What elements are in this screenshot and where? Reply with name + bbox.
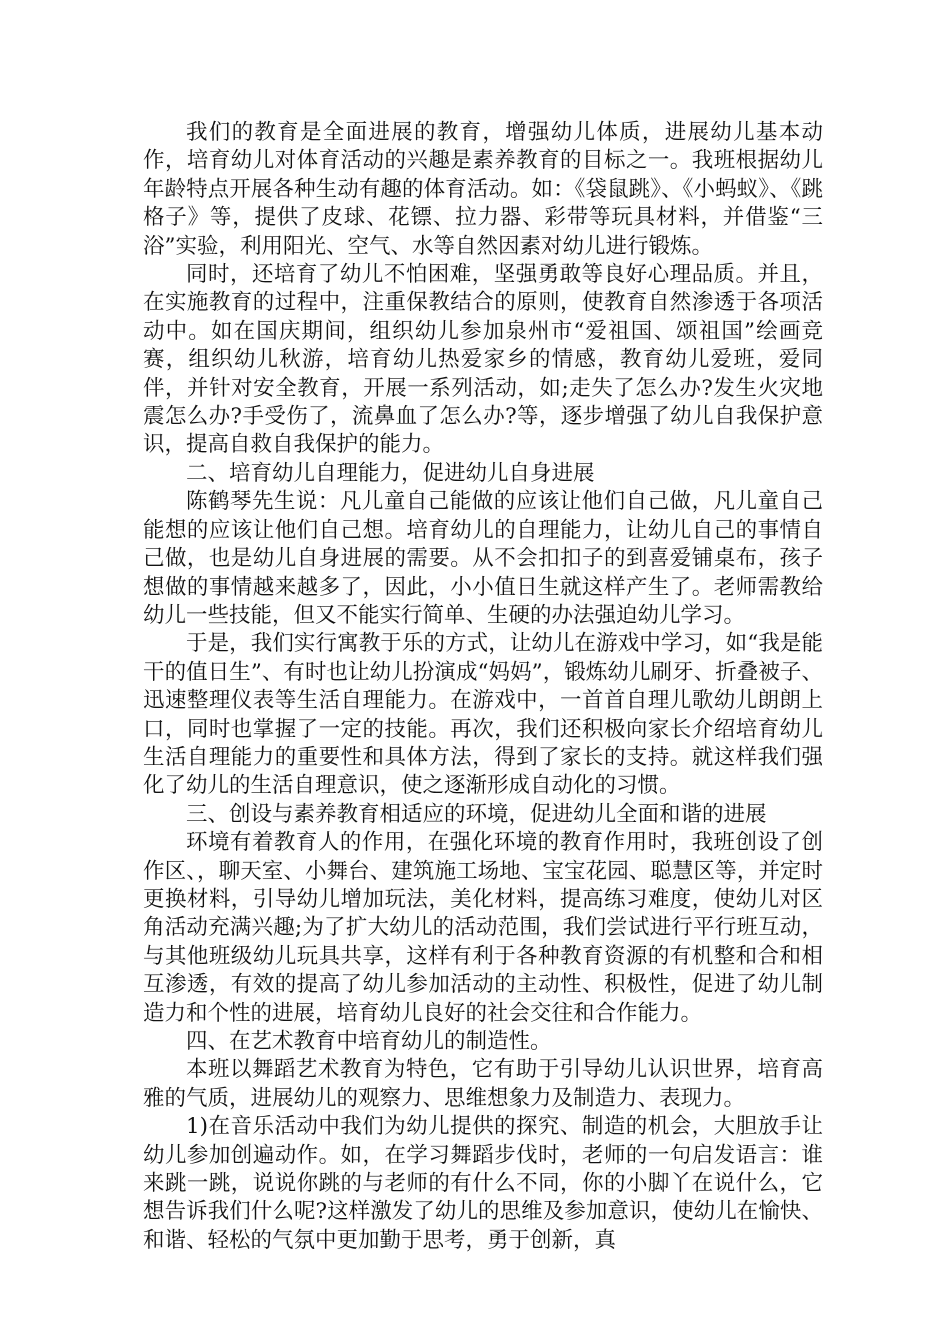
body-paragraph: 环境有着教育人的作用，在强化环境的教育作用时，我班创设了创作区、，聊天室、小舞台、建筑施工场地、宝宝花园、聪慧区等，并定时更换材料，引导幼儿增加玩法，美化材料，提高练习难度，使幼儿对区角活动充满兴趣;为了扩大幼儿的活动范围，我们尝试进行平行班互动，与其他班级幼儿玩具共享，这样有利于各种教育资源的有机整和合和相互渗透，有效的提高了幼儿参加活动的主动性、积极性，促进了幼儿制造力和个性的进展，培育幼儿良好的社会交往和合作能力。 — [143, 830, 823, 1026]
body-paragraph: 于是，我们实行寓教于乐的方式，让幼儿在游戏中学习，如“我是能干的值日生”、有时也让幼儿扮演成“妈妈”，锻炼幼儿刷牙、折叠被子、迅速整理仪表等生活自理能力。在游戏中，一首首自理儿歌幼儿朗朗上口，同时也掌握了一定的技能。再次，我们还积极向家长介绍培育幼儿生活自理能力的重要性和具体方法，得到了家长的支持。就这样我们强化了幼儿的生活自理意识，使之逐渐形成自动化的习惯。 — [143, 631, 823, 799]
section-heading: 四、在艺术教育中培育幼儿的制造性。 — [186, 1029, 552, 1054]
section-heading: 三、创设与素养教育相适应的环境，促进幼儿全面和谐的进展 — [186, 801, 767, 827]
document-body — [143, 119, 823, 1255]
section-heading: 二、培育幼儿自理能力，促进幼儿自身进展 — [186, 460, 595, 486]
body-paragraph: 1)在音乐活动中我们为幼儿提供的探究、制造的机会，大胆放手让幼儿参加创遍动作。如，在学习舞蹈步伐时，老师的一句启发语言：谁来跳一跳，说说你跳的与老师的有什么不同，你的小脚丫在说什么，它想告诉我们什么呢?这样激发了幼儿的思维及参加意识，使幼儿在愉快、和谐、轻松的气氛中更加勤于思考，勇于创新，真 — [143, 1114, 823, 1253]
body-paragraph: 本班以舞蹈艺术教育为特色，它有助于引导幼儿认识世界，培育高雅的气质，进展幼儿的观察力、思维想象力及制造力、表现力。 — [143, 1057, 823, 1111]
body-paragraph: 同时，还培育了幼儿不怕困难，坚强勇敢等良好心理品质。并且，在实施教育的过程中，注重保教结合的原则，使教育自然渗透于各项活动中。如在国庆期间，组织幼儿参加泉州市“爱祖国、颂祖国”绘画竞赛，组织幼儿秋游，培育幼儿热爱家乡的情感，教育幼儿爱班，爱同伴，并针对安全教育，开展一系列活动，如;走失了怎么办?发生火灾地震怎么办?手受伤了，流鼻血了怎么办?等，逐步增强了幼儿自我保护意识，提高自救自我保护的能力。 — [143, 262, 823, 458]
body-paragraph: 陈鹤琴先生说：凡儿童自己能做的应该让他们自己做，凡儿童自己能想的应该让他们自己想。培育幼儿的自理能力，让幼儿自己的事情自己做，也是幼儿自身进展的需要。从不会扣扣子的到喜爱铺桌布，孩子想做的事情越来越多了，因此，小小值日生就这样产生了。老师需教给幼儿一些技能，但又不能实行简单、生硬的办法强迫幼儿学习。 — [143, 489, 823, 628]
body-paragraph: 我们的教育是全面进展的教育，增强幼儿体质，进展幼儿基本动作，培育幼儿对体育活动的兴趣是素养教育的目标之一。我班根据幼儿年龄特点开展各种生动有趣的体育活动。如：《袋鼠跳》、《小蚂蚁》、《跳格子》等，提供了皮球、花镖、拉力器、彩带等玩具材料，并借鉴“三浴”实验，利用阳光、空气、水等自然因素对幼儿进行锻炼。 — [143, 120, 823, 259]
